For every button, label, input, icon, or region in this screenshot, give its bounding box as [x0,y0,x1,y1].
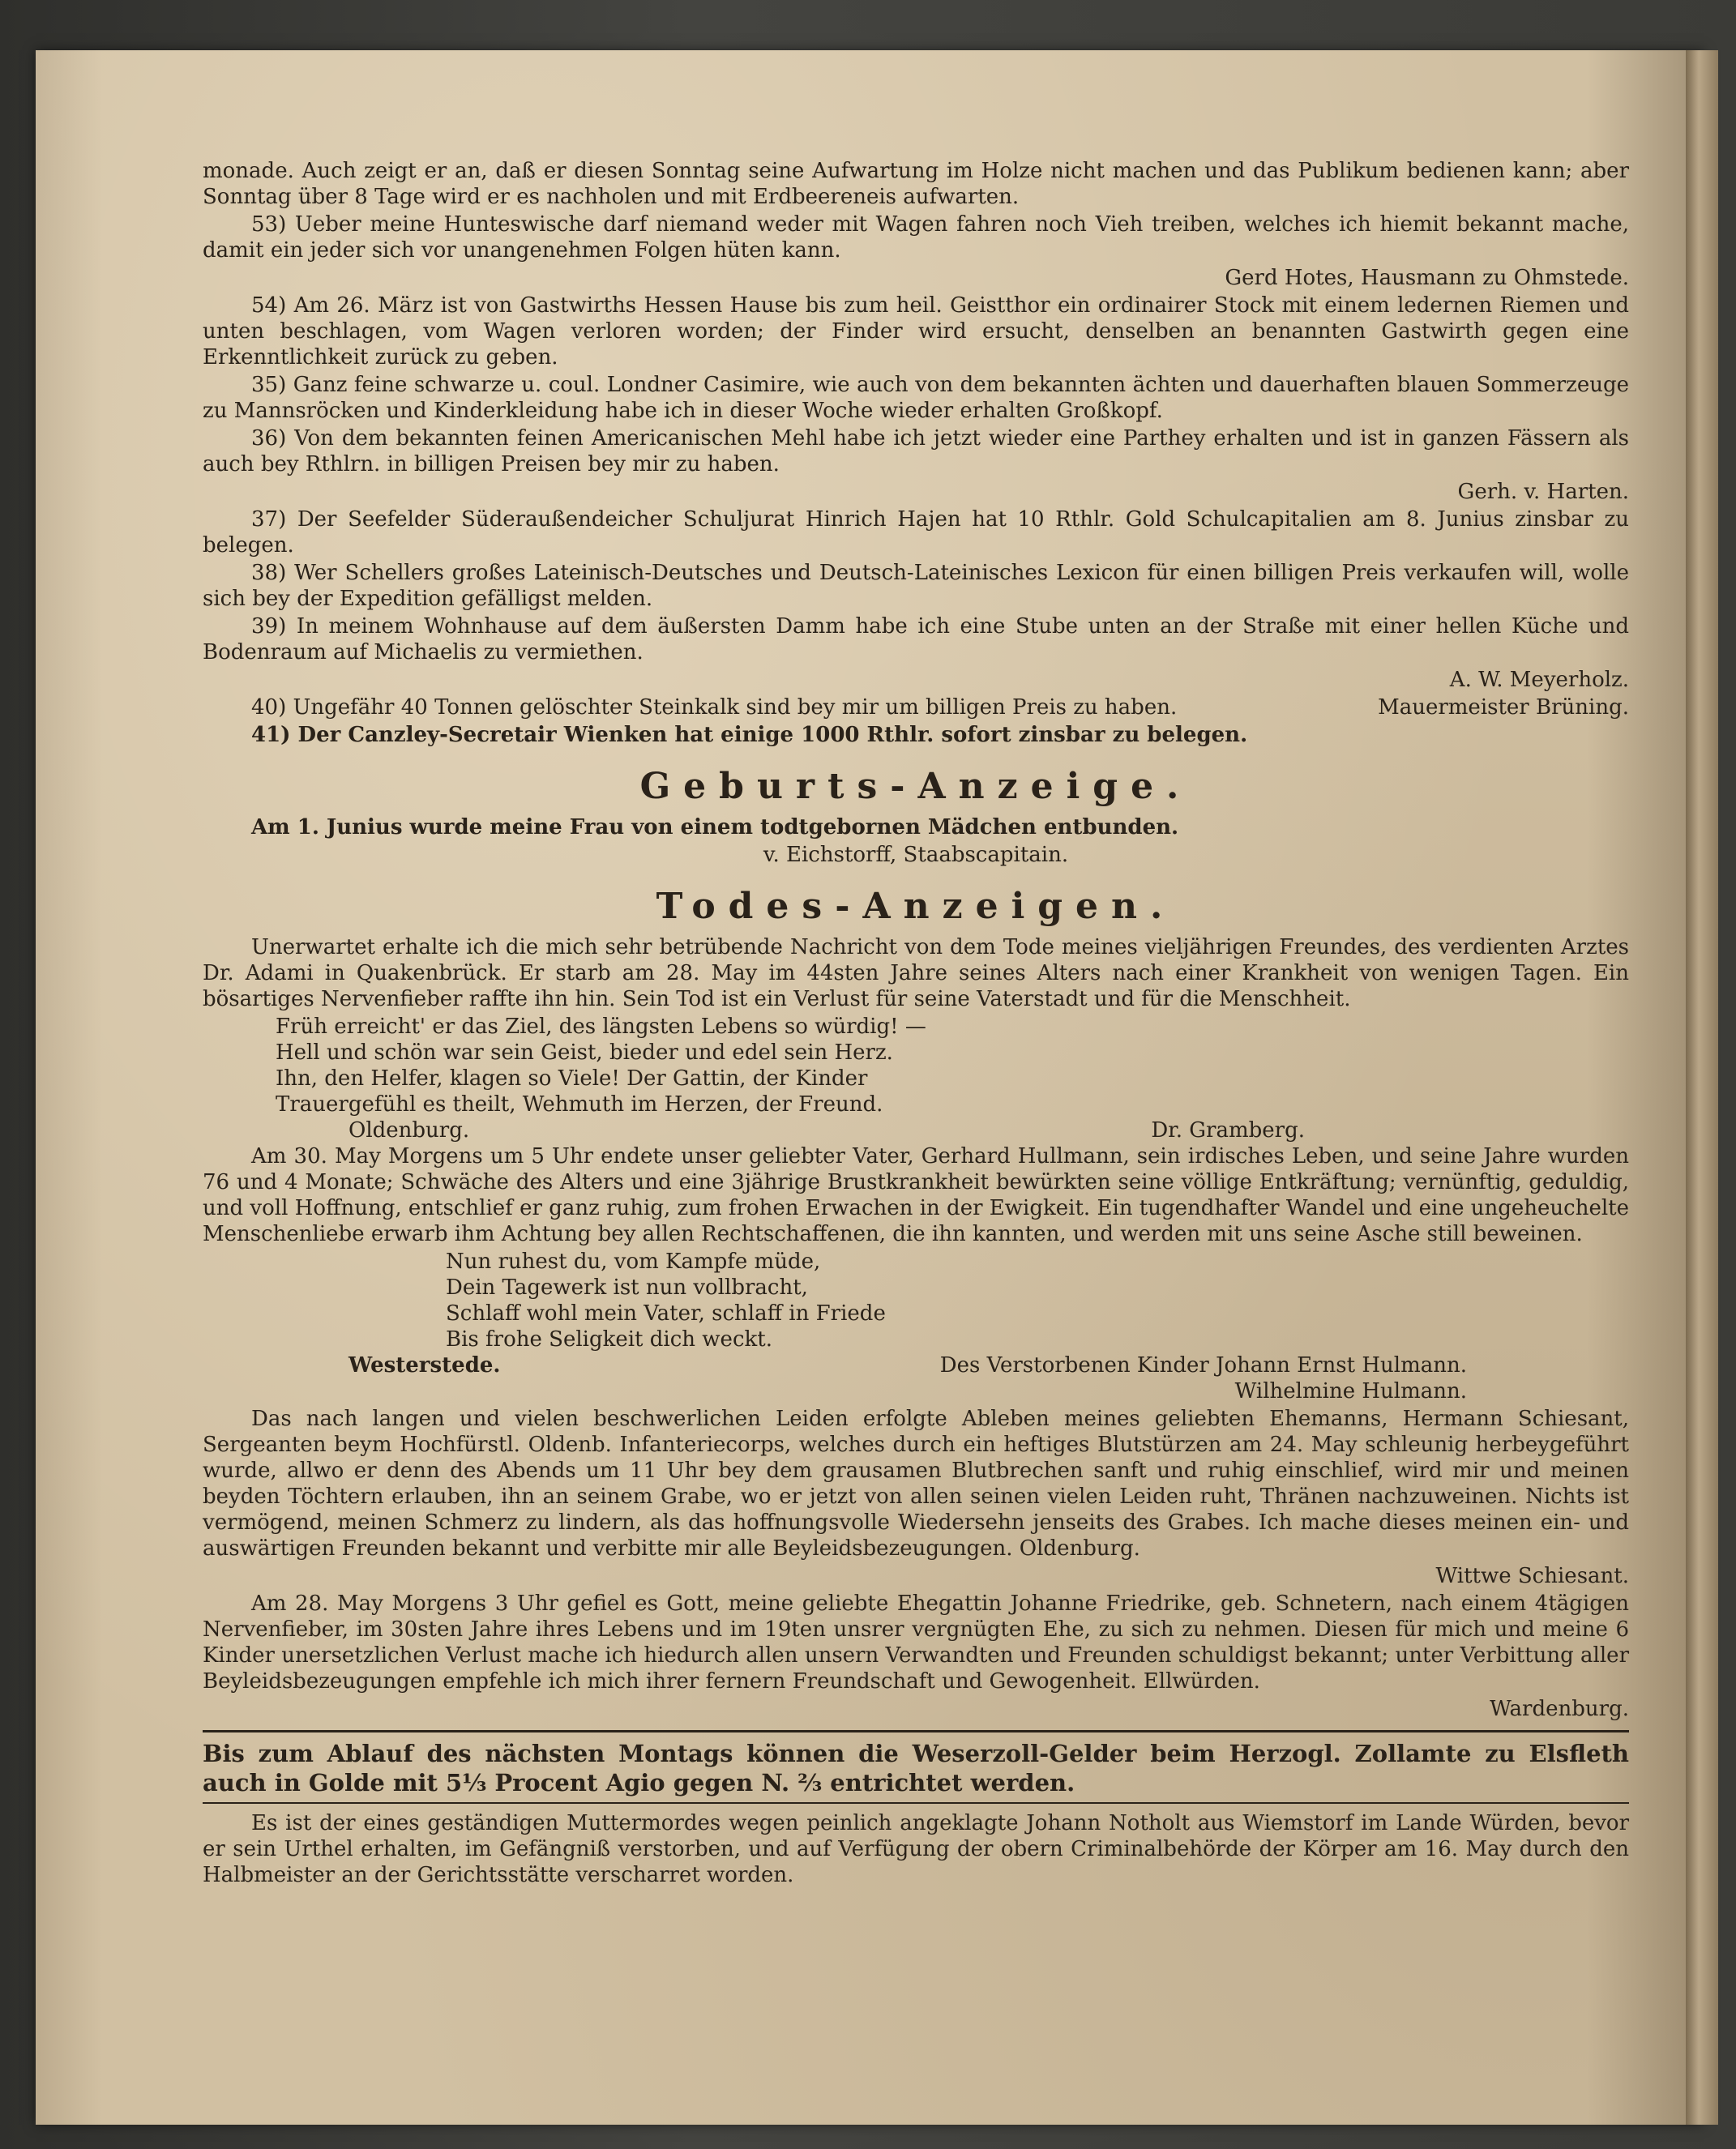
ad-53: 53) Ueber meine Hunteswische darf niemand weder mit Wagen fahren noch Vieh treiben, welches ich hiemit bekannt mache, damit ein jeder sich vor unangenehmen Folgen hüten kann. [203,212,1629,263]
death-1-sign-row [203,1117,1629,1143]
death-3-signature: Wittwe Schiesant. [1435,1564,1629,1588]
death-notice-3: Das nach langen und vielen beschwerlichen Leiden erfolgte Ableben meines geliebten Ehemanns, Hermann Schiesant, Sergeanten beym Hochfürstl. Oldenb. Infanteriecorps, welches durch ein heftiges Blutstürzen am 24. May schleunig herbeygeführt wurde, allwo er denn des Abends um 11 Uhr bey dem grausamen Blutbrechen sanft und ruhig einschlief, wird mir und meinen beyden Töchtern erlauben, ihn an seinem Grabe, wo er jetzt von allen seinen vielen Leiden ruht, Thränen nachzuweinen. Nichts ist vermögend, meinen Schmerz zu lindern, als das hoffnungsvolle Wiedersehn jenseits des Grabes. Ich mache dieses meinen ein- und auswärtigen Freunden bekannt und verbitte mir alle Beyleidsbezeugungen. Oldenburg. [203,1407,1629,1561]
death-1-place: Oldenburg. [348,1118,470,1143]
ad-61: 41) Der Canzley-Secretair Wienken hat einige 1000 Rthlr. sofort zinsbar zu belegen. [251,723,1248,747]
ad-56: 36) Von dem bekannten feinen Americanischen Mehl habe ich jetzt wieder eine Parthey erhalten und ist in ganzen Fässern als auch bey Rthlrn. in billigen Preisen bey mir zu haben. [203,426,1629,476]
birth-signature: v. Eichstorff, Staabscapitain. [763,843,1069,867]
death-heading: Todes-Anzeigen. [656,886,1176,927]
verse-line: Trauergefühl es theilt, Wehmuth im Herzen, der Freund. [276,1092,883,1117]
death-notice-2: Am 30. May Morgens um 5 Uhr endete unser geliebter Vater, Gerhard Hullmann, sein irdisches Leben, und seine Jahre wurden 76 und 4 Monate; Schwäche des Alters und eine 3jährige Brustkrankheit bewürkten seine völlige Entkräftung; vernünftig, geduldig, und voll Hoffnung, entschlief er ganz ruhig, zum frohen Erwachen in der Ewigkeit. Ein tugendhafter Wandel und eine ungeheuchelte Menschenliebe erwarb ihm Achtung bey allen Rechtschaffenen, die ihn kannten, und werden mit uns seine Asche still beweinen. [203,1144,1629,1246]
verse-line: Schlaff wohl mein Vater, schlaff in Friede [446,1301,886,1326]
final-notice: Es ist der eines geständigen Muttermordes wegen peinlich angeklagte Johann Notholt aus Wiemstorf im Lande Würden, bevor er sein Urthel erhalten, im Gefängniß verstorben, und auf Verfügung der obern Criminalbehörde der Körper am 16. May durch den Halbmeister an der Gerichtsstätte verscharret worden. [203,1811,1629,1887]
death-2-signature-1: Des Verstorbenen Kinder Johann Ernst Hulmann. [939,1353,1467,1378]
verse-line: Bis frohe Seligkeit dich weckt. [446,1327,772,1352]
book-gutter [1686,50,1718,2125]
ad-59-signature: A. W. Meyerholz. [1449,668,1629,692]
divider-rule [203,1730,1629,1732]
page-text-block [203,158,1629,1890]
ad-60: 40) Ungefähr 40 Tonnen gelöschter Steinkalk sind bey mir um billigen Preis zu haben. [251,695,1178,720]
ad-59: 39) In meinem Wohnhause auf dem äußersten Damm habe ich eine Stube unten an der Straße mit einer hellen Küche und Bodenraum auf Michaelis zu vermiethen. [203,614,1629,664]
ad-52-continued: monade. Auch zeigt er an, daß er diesen Sonntag seine Aufwartung im Holze nicht machen und das Publikum bedienen kann; aber Sonntag über 8 Tage wird er es nachholen und mit Erdbeereneis aufwarten. [203,159,1629,209]
ad-60-signature: Mauermeister Brüning. [1378,695,1629,720]
death-2-sign-row [203,1352,1629,1378]
death-2-signature-2: Wilhelmine Hulmann. [1234,1379,1467,1403]
verse-line: Nun ruhest du, vom Kampfe müde, [446,1250,821,1274]
divider-rule [203,1802,1629,1804]
ad-58: 38) Wer Schellers großes Lateinisch-Deutsches und Deutsch-Lateinisches Lexicon für einen billigen Preis verkaufen will, wolle sich bey der Expedition gefälligst melden. [203,561,1629,611]
death-1-verse [203,1014,1629,1117]
death-4-signature: Wardenburg. [1490,1697,1629,1721]
ad-57: 37) Der Seefelder Süderaußendeicher Schuljurat Hinrich Hajen hat 10 Rthlr. Gold Schulcapitalien am 8. Junius zinsbar zu belegen. [203,507,1629,558]
death-2-verse [203,1249,1629,1352]
verse-line: Ihn, den Helfer, klagen so Viele! Der Gattin, der Kinder [276,1066,868,1091]
death-notice-1: Unerwartet erhalte ich die mich sehr betrübende Nachricht von dem Tode meines vieljährigen Freundes, des verdienten Arztes Dr. Adami in Quakenbrück. Er starb am 28. May im 44sten Jahre seines Alters nach einer Krankheit von wenigen Tagen. Ein bösartiges Nervenfieber raffte ihn hin. Sein Tod ist ein Verlust für seine Vaterstadt und für die Menschheit. [203,935,1629,1011]
ad-56-signature: Gerh. v. Harten. [1457,480,1629,504]
ad-54: 54) Am 26. März ist von Gastwirths Hessen Hause bis zum heil. Geistthor ein ordinairer Stock mit einem ledernen Riemen und unten beschlagen, vom Wagen verloren worden; der Finder wird ersucht, denselben an benannten Gastwirth gegen eine Erkenntlichkeit zurück zu geben. [203,293,1629,370]
death-2-place: Westerstede. [348,1353,501,1378]
birth-text: Am 1. Junius wurde meine Frau von einem todtgebornen Mädchen entbunden. [251,815,1179,840]
verse-line: Dein Tagewerk ist nun vollbracht, [446,1275,808,1300]
birth-heading: Geburts-Anzeige. [639,766,1192,807]
death-notice-4: Am 28. May Morgens 3 Uhr gefiel es Gott, meine geliebte Ehegattin Johanne Friedrike, geb. Schnetern, nach einem 4tägigen Nervenfieber, im 30sten Jahre ihres Lebens und im 19ten unsrer vergnügten Ehe, zu sich zu nehmen. Diesen für mich und meine 6 Kinder unersetzlichen Verlust mache ich hiedurch allen unsern Verwandten und Freunden schuldigst bekannt; unter Verbittung aller Beyleidsbezeugungen empfehle ich mich ihrer fernern Freundschaft und Gewogenheit. Ellwürden. [203,1591,1629,1694]
ad-53-signature: Gerd Hotes, Hausmann zu Ohmstede. [1225,266,1629,290]
death-1-signature: Dr. Gramberg. [1151,1118,1305,1143]
ad-55: 35) Ganz feine schwarze u. coul. Londner Casimire, wie auch von dem bekannten ächten und dauerhaften blauen Sommerzeuge zu Mannsröcken und Kinderkleidung habe ich in dieser Woche wieder erhalten Großkopf. [203,373,1629,423]
verse-line: Hell und schön war sein Geist, bieder und edel sein Herz. [276,1040,893,1065]
weserzoll-notice: Bis zum Ablauf des nächsten Montags können die Weserzoll-Gelder beim Herzogl. Zollamte zu Elsfleth auch in Golde mit 5⅓ Procent Agio gegen N. ⅔ entrichtet werden. [203,1740,1629,1797]
ad-60-row [203,694,1629,722]
verse-line: Früh erreicht' er das Ziel, des längsten Lebens so würdig! — [276,1015,926,1039]
